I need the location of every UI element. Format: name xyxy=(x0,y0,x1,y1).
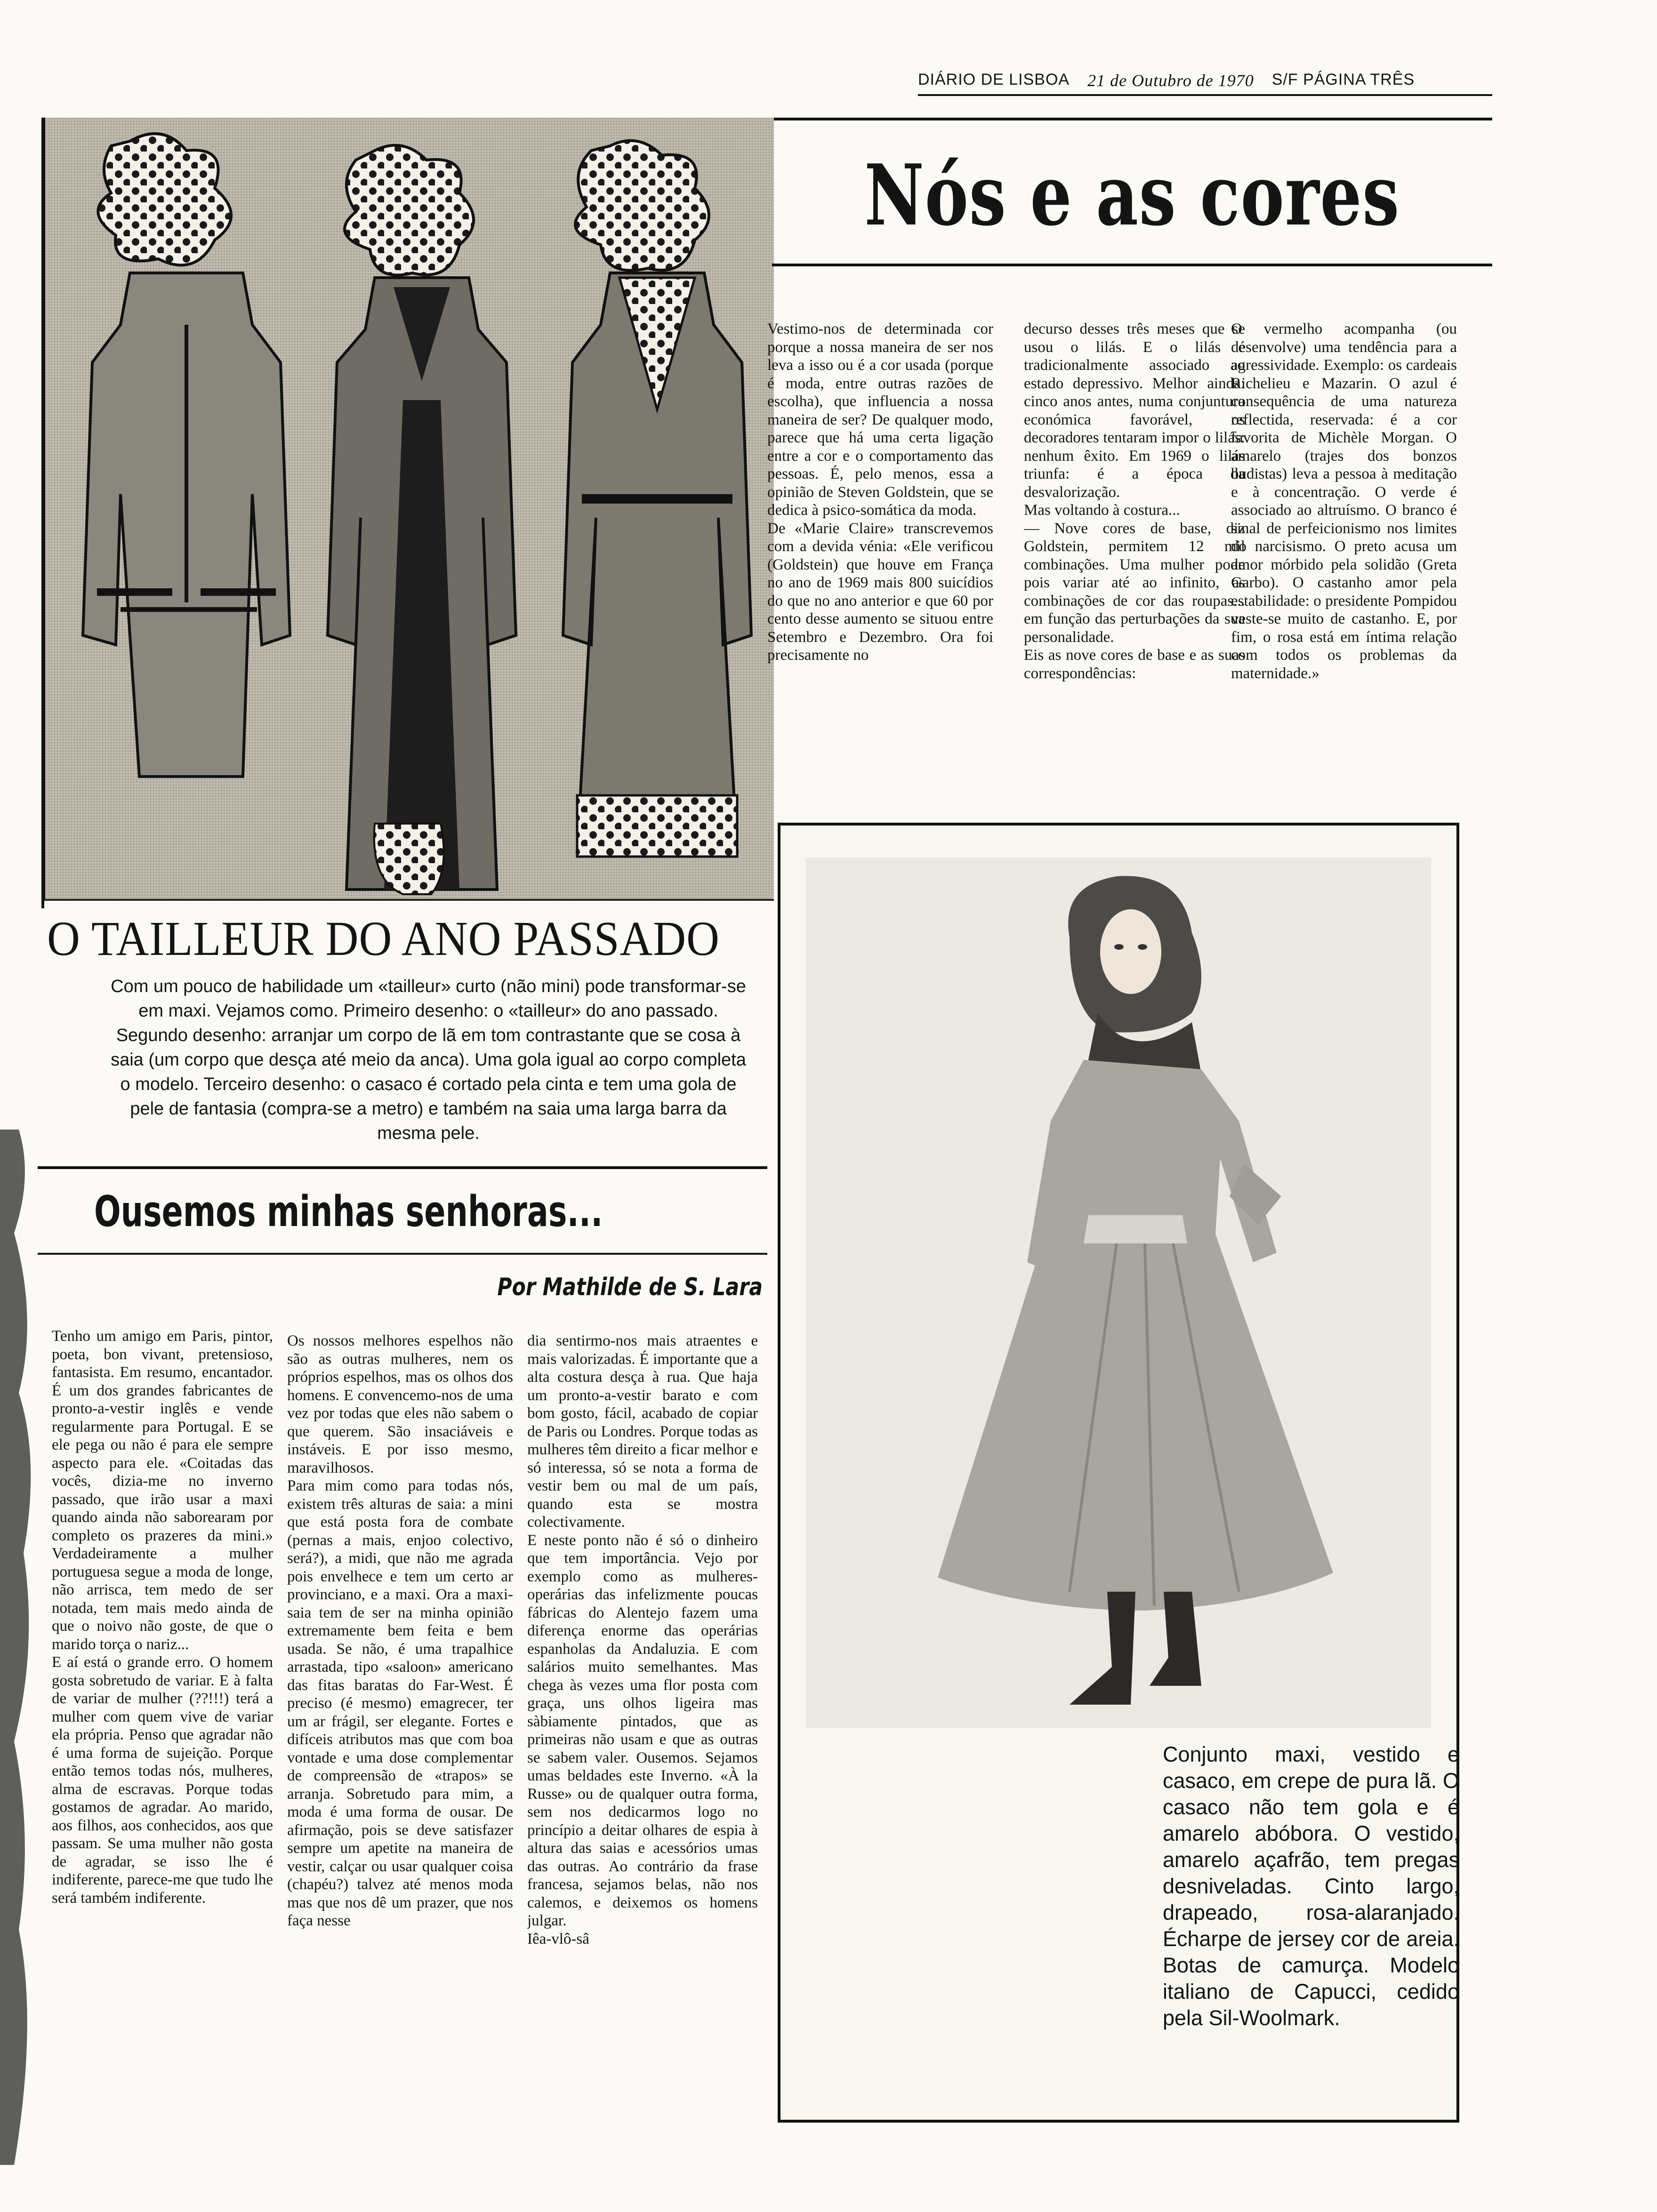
ousemos-column-1: Tenho um amigo em Paris, pintor, poeta, bon vivant, pretensioso, fantasista. Em resumo, encantador. É um dos grandes fabricantes de pronto-a-vestir inglês e vende regularmente para Portugal. E se ele pega ou não é para ele sempre aspecto para ele. «Coitadas das vocês, dizia-me no inverno passado, que irão usar a maxi quando ainda não saborearam por completo os prazeres da mini.» Verdadeiramente a mulher portuguesa segue a moda de longe, não arrisca, tem medo de ser notada, tem mais medo ainda de que o noivo não goste, de que o marido torça o nariz... E aí está o grande erro. O homem gosta sobretudo de variar. E à falta de variar de mulher (??!!!) terá a mulher com quem vive de variar ela própria. Penso que agradar não é uma forma de sujeição. Porque então temos todas nós, mulheres, alma de escravas. Porque todas gostamos de agradar. Ao marido, aos filhos, aos conhecidos, aos que passam. Se uma mulher não gosta de agradar, se isso lhe é indiferente, parece-me que tudo lhe será também indiferente. xyxy=(52,1328,273,1907)
header-rule xyxy=(918,94,1492,96)
article-title-tailleur: O TAILLEUR DO ANO PASSADO xyxy=(47,912,720,966)
title-top-rule xyxy=(772,118,1492,120)
issue-date: 21 de Outubro de 1970 xyxy=(1087,71,1254,90)
article-title-nos-e-as-cores: Nós e as cores xyxy=(864,146,1400,244)
ousemos-title-rule xyxy=(38,1253,767,1255)
photo-caption: Conjunto maxi, vestido e casaco, em crepe de pura lã. O casaco não tem gola e é amarelo abóbora. O vestido, amarelo açafrão, tem pregas desniveladas. Cinto largo, drapeado, rosa-alaranjado. Écharpe de jersey cor de areia. Botas de camurça. Modelo italiano de Capucci, cedido pela Sil-Woolmark. xyxy=(1163,1742,1459,2030)
tailleur-illustration xyxy=(43,118,774,901)
ousemos-top-rule xyxy=(38,1166,767,1169)
tailleur-body: Com um pouco de habilidade um «tailleur» curto (não mini) pode transformar-se em maxi. Vejamos como. Primeiro desenho: o «tailleur» do ano passado. Segundo desenho: arranjar um corpo de lã em tom contrastante que se cosa à saia (um corpo que desça até meio da anca). Uma gola igual ao corpo completa o modelo. Terceiro desenho: o casaco é cortado pela cinta e tem uma gola de pele de fantasia (compra-se a metro) e também na saia uma larga barra da mesma pele. xyxy=(111,977,746,1143)
section-label: S/F PÁGINA TRÊS xyxy=(1271,71,1415,88)
nos-cores-column-2: decurso desses três meses que se usou o lilás. E o lilás é tradicionalmente associado ao estado depressivo. Melhor ainda: cinco anos antes, numa conjuntura económica favorável, os decoradores tentaram impor o lilás: nenhum êxito. Em 1969 o lilás triunfa: é a época da desvalorização. Mas voltando à costura... — Nove cores de base, diz Goldstein, permitem 12 mil combinações. Uma mulher pode pois variar até ao infinito, as combinações de cor das roupas... em função das perturbações da sua personalidade. Eis as nove cores de base e as suas correspondências: xyxy=(1024,321,1245,682)
fashion-sketch-image xyxy=(45,118,774,899)
title-bottom-rule xyxy=(772,264,1492,266)
page-header xyxy=(918,71,1492,92)
byline: Por Mathilde de S. Lara xyxy=(497,1273,763,1301)
newspaper-name: DIÁRIO DE LISBOA xyxy=(918,71,1070,88)
scan-damage-edge xyxy=(0,1130,42,2165)
nos-cores-column-3: O vermelho acompanha (ou desenvolve) uma tendência para a agressividade. Exemplo: os cardeais Richelieu e Mazarin. O azul é consequência de uma natureza reflectida, reservada: é a cor favorita de Michèle Morgan. O amarelo (trajes dos bonzos budistas) leva a pessoa à meditação e à concentração. O verde é associado ao altruísmo. O branco é sinal de perfeicionismo nos limites do narcisismo. O preto acusa um amor mórbido pela solidão (Greta Garbo). O castanho amor pela estabilidade: o presidente Pompidou veste-se muito de castanho. E, por fim, o rosa está em íntima relação com todos os problemas da maternidade.» xyxy=(1231,321,1457,682)
ousemos-column-2: Os nossos melhores espelhos não são as outras mulheres, nem os próprios espelhos, mas os olhos dos homens. E convencemo-nos de uma vez por todas que eles não sabem o que querem. São insaciáveis e instáveis. E por isso mesmo, maravilhosos. Para mim como para todas nós, existem três alturas de saia: a mini que está posta fora de combate (pernas a mais, enjoo colectivo, será?), a midi, que não me agrada pois envelhece e tem um certo ar provinciano, e a maxi. Ora a maxi-saia tem de ser na minha opinião extremamente bem feita e bem usada. Se não, é uma trapalhice arrastada, tipo «saloon» americano das fitas baratas do Far-West. É preciso (é mesmo) emagrecer, ter um ar frágil, ser elegante. Fortes e difíceis atributos mas que com boa vontade e uma dose complementar de compreensão de «trapos» se arranja. Sobretudo para mim, a moda é uma forma de ousar. De afirmação, pois se deve satisfazer sempre um apetite na maneira de vestir, calçar ou usar qualquer coisa (chapéu?) talvez até menos moda mas que nos dê um prazer, que nos faça nesse xyxy=(287,1332,513,1929)
article-title-ousemos: Ousemos minhas senhoras... xyxy=(94,1187,603,1236)
fashion-photo xyxy=(806,858,1431,1728)
ousemos-column-3: dia sentirmo-nos mais atraentes e mais valorizadas. É importante que a alta costura desça à rua. Que haja um pronto-a-vestir barato e com bom gosto, fácil, acabado de copiar de Paris ou Londres. Porque todas as mulheres têm direito a ficar melhor e só interessa, só se nota a forma de vestir bem ou mal de um país, quando esta se mostra colectivamente. E neste ponto não é só o dinheiro que tem importância. Vejo por exemplo como as mulheres-operárias das infelizmente poucas fábricas do Alentejo fazem uma diferença enorme das operárias espanholas da Andaluzia. E com salários muito semelhantes. Mas chega às vezes uma flor posta com graça, uns olhos ligeira mas sàbiamente pintados, que as primeiras não usam e que as outras se sabem valer. Ousemos. Sejamos umas beldades este Inverno. «À la Russe» ou de qualquer outra forma, sem nos dedicarmos logo no princípio a deitar olhares de espia à altura das saias e acessórios umas das outras. Ao contrário da frase francesa, sejamos belas, não nos calemos, e deixemos os homens julgar. Iêa-vlô-sâ xyxy=(527,1332,758,1948)
illustration-left-rule xyxy=(41,118,44,908)
nos-cores-column-1: Vestimo-nos de determinada cor porque a nossa maneira de ser nos leva a isso ou é a cor usada (porque é moda, entre outras razões de escolha), que influencia a nossa maneira de ser? De qualquer modo, parece que há uma certa ligação entre a cor e o comportamento das pessoas. É, pelo menos, essa a opinião de Steven Goldstein, que se dedica à psico-somática da moda. De «Marie Claire» transcrevemos com a devida vénia: «Ele verificou (Goldstein) que houve em França no ano de 1969 mais 800 suicídios do que no ano anterior e que 60 por cento desse aumento se situou entre Setembro e Dezembro. Ora foi precisamente no xyxy=(767,321,993,664)
